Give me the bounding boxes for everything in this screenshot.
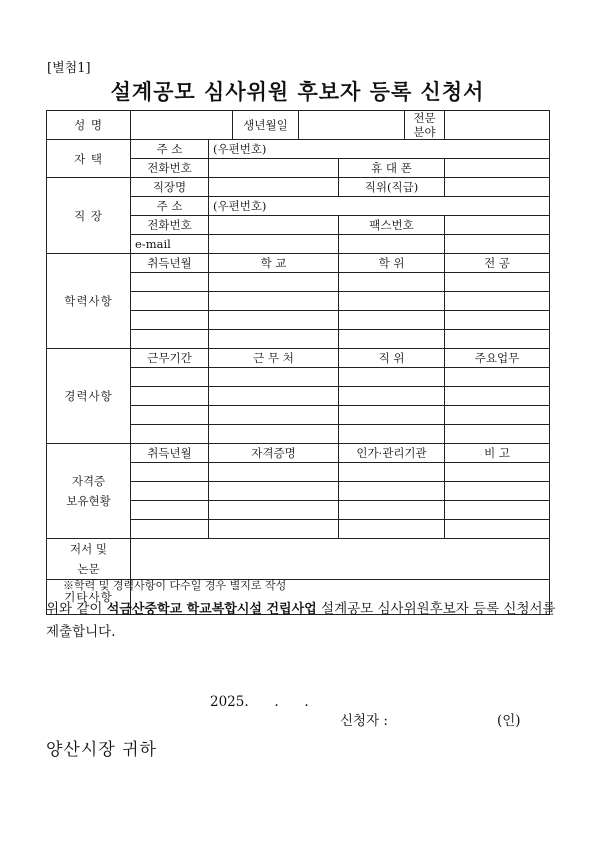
- home-label: 자 택: [47, 140, 131, 178]
- footnote: ※학력 및 경력사항이 다수일 경우 별지로 작성: [63, 579, 287, 592]
- addressee: 양산시장 귀하: [46, 740, 157, 760]
- license-header-remarks: 비 고: [445, 444, 550, 463]
- books-label-line2: 논문: [77, 562, 100, 576]
- document-title: 설계공모 심사위원 후보자 등록 신청서: [110, 79, 485, 104]
- license-label-line1: 자격증: [71, 474, 106, 488]
- career-header-position: 직 위: [339, 349, 445, 368]
- license-label-line2: 보유현황: [66, 494, 111, 508]
- statement-pre: 위와 같이: [46, 601, 107, 617]
- other-label: 기타사항: [47, 580, 131, 615]
- home-address-field[interactable]: (우편번호): [209, 140, 550, 159]
- specialty-label: 전문분야: [405, 111, 445, 140]
- workplace-label: 직장명: [131, 178, 209, 197]
- fax-field[interactable]: [445, 216, 550, 235]
- education-header-degree: 학 위: [339, 254, 445, 273]
- applicant-label: 신청자 :: [340, 713, 388, 729]
- books-label: [47, 539, 131, 580]
- seal-label: (인): [497, 713, 521, 729]
- name-field[interactable]: [131, 111, 233, 140]
- work-label: 직 장: [47, 178, 131, 254]
- birth-field[interactable]: [299, 111, 405, 140]
- work-phone-label: 전화번호: [131, 216, 209, 235]
- work-phone-field[interactable]: [209, 216, 339, 235]
- fax-label: 팩스번호: [339, 216, 445, 235]
- statement-paragraph: [46, 598, 556, 643]
- work-blank-cell[interactable]: [339, 235, 445, 254]
- email-field[interactable]: [209, 235, 339, 254]
- education-header-major: 전 공: [445, 254, 550, 273]
- education-header-school: 학 교: [209, 254, 339, 273]
- position-label: 직위(직급): [339, 178, 445, 197]
- education-header-date: 취득년월: [131, 254, 209, 273]
- license-header-issuer: 인가·관리기관: [339, 444, 445, 463]
- license-label: [47, 444, 131, 539]
- birth-label: 생년월일: [233, 111, 299, 140]
- mobile-field[interactable]: [445, 159, 550, 178]
- mobile-label: 휴 대 폰: [339, 159, 445, 178]
- career-header-period: 근무기간: [131, 349, 209, 368]
- work-blank-cell-2[interactable]: [445, 235, 550, 254]
- position-field[interactable]: [445, 178, 550, 197]
- specialty-field[interactable]: [445, 111, 550, 140]
- work-address-label: 주 소: [131, 197, 209, 216]
- home-address-label: 주 소: [131, 140, 209, 159]
- career-header-workplace: 근 무 처: [209, 349, 339, 368]
- name-label: 성 명: [47, 111, 131, 140]
- career-header-duties: 주요업무: [445, 349, 550, 368]
- license-header-name: 자격증명: [209, 444, 339, 463]
- license-header-date: 취득년월: [131, 444, 209, 463]
- statement-post: 설계공모 심사위원후보자 등록 신청서를 제출합니다.: [46, 601, 556, 640]
- home-phone-field[interactable]: [209, 159, 339, 178]
- home-phone-label: 전화번호: [131, 159, 209, 178]
- email-label: e-mail: [131, 235, 209, 254]
- books-field[interactable]: [131, 539, 550, 580]
- workplace-field[interactable]: [209, 178, 339, 197]
- application-form-table: [46, 110, 550, 615]
- project-name: 석금산중학교 학교복합시설 건립사업: [106, 602, 317, 617]
- career-label: 경력사항: [47, 349, 131, 444]
- date-line: 2025. . .: [210, 694, 309, 710]
- work-address-field[interactable]: (우편번호): [209, 197, 550, 216]
- education-label: 학력사항: [47, 254, 131, 349]
- attachment-label: [별첨1]: [47, 61, 91, 76]
- books-label-line1: 저서 및: [70, 542, 107, 556]
